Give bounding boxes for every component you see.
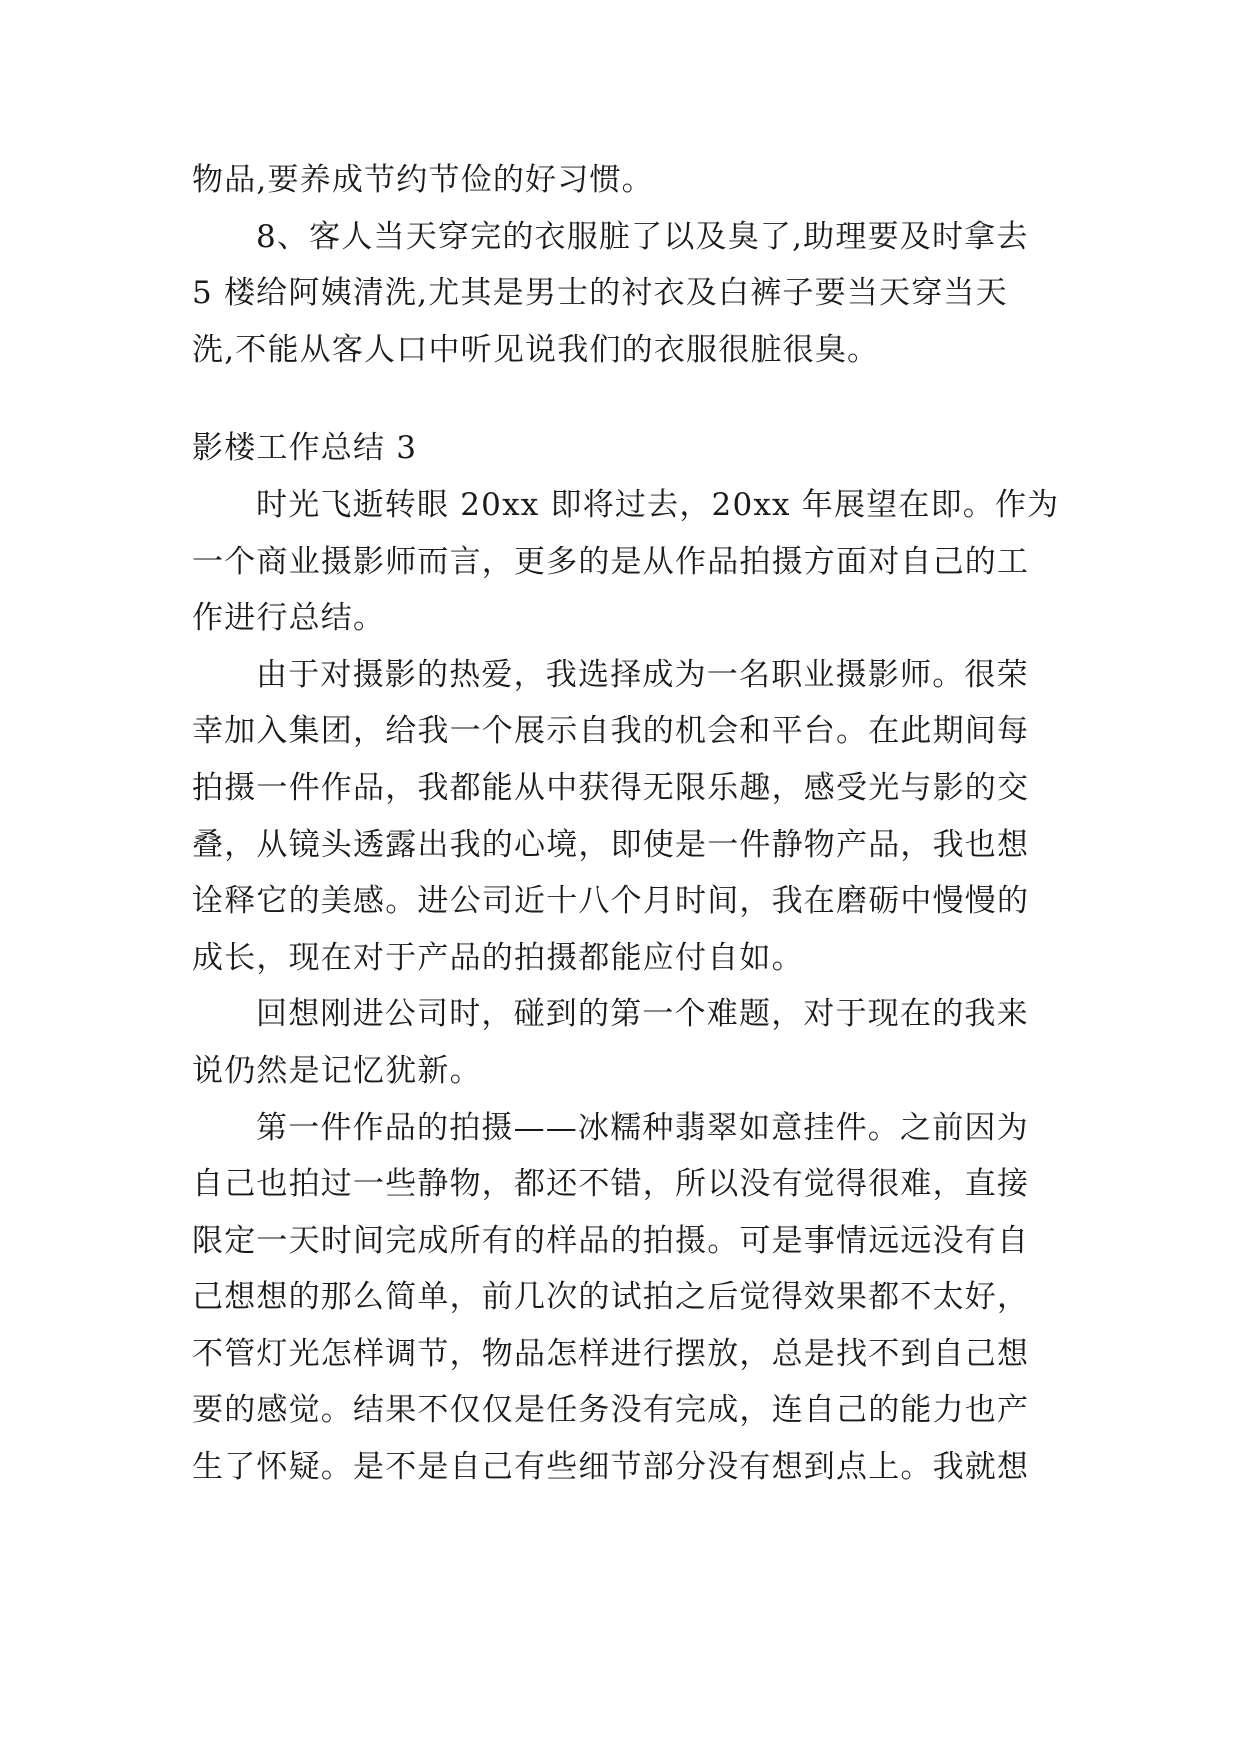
text-line: 第一件作品的拍摄——冰糯种翡翠如意挂件。之前因为 — [256, 1109, 1029, 1146]
text-line: 8、客人当天穿完的衣服脏了以及臭了,助理要及时拿去 — [256, 218, 1029, 255]
text-line: 拍摄一件作品，我都能从中获得无限乐趣，感受光与影的交 — [192, 769, 1030, 806]
text-line: 诠释它的美感。进公司近十八个月时间，我在磨砺中慢慢的 — [192, 883, 1030, 920]
text-line: 5 楼给阿姨清洗,尤其是男士的衬衣及白裤子要当天穿当天 — [192, 275, 1008, 312]
text-line: 成长，现在对于产品的拍摄都能应付自如。 — [192, 939, 804, 976]
text-line: 不管灯光怎样调节，物品怎样进行摆放，总是找不到自己想 — [192, 1335, 1030, 1372]
text-line: 物品,要养成节约节俭的好习惯。 — [192, 162, 654, 198]
text-line: 由于对摄影的热爱，我选择成为一名职业摄影师。很荣 — [256, 656, 1029, 693]
text-line: 作进行总结。 — [192, 600, 386, 637]
text-line: 限定一天时间完成所有的样品的拍摄。可是事情远远没有自 — [192, 1222, 1030, 1259]
document-body — [192, 152, 1062, 1496]
text-line: 生了怀疑。是不是自己有些细节部分没有想到点上。我就想 — [192, 1449, 1030, 1486]
text-line: 叠，从镜头透露出我的心境，即使是一件静物产品，我也想 — [192, 826, 1030, 863]
text-line: 回想刚进公司时，碰到的第一个难题，对于现在的我来 — [256, 996, 1029, 1033]
text-line: 洗,不能从客人口中听见说我们的衣服很脏很臭。 — [192, 331, 880, 368]
text-line: 幸加入集团，给我一个展示自我的机会和平台。在此期间每 — [192, 713, 1030, 750]
section-heading: 影楼工作总结 3 — [192, 430, 418, 467]
text-line: 一个商业摄影师而言，更多的是从作品拍摄方面对自己的工 — [192, 543, 1030, 580]
text-line: 自己也拍过一些静物，都还不错，所以没有觉得很难，直接 — [192, 1166, 1030, 1203]
text-line: 己想想的那么简单，前几次的试拍之后觉得效果都不太好， — [192, 1279, 1030, 1316]
text-line: 说仍然是记忆犹新。 — [192, 1052, 482, 1089]
section-gap — [192, 378, 1062, 420]
text-line: 时光飞逝转眼 20xx 即将过去，20xx 年展望在即。作为 — [256, 486, 1060, 523]
text-line: 要的感觉。结果不仅仅是任务没有完成，连自己的能力也产 — [192, 1392, 1030, 1429]
